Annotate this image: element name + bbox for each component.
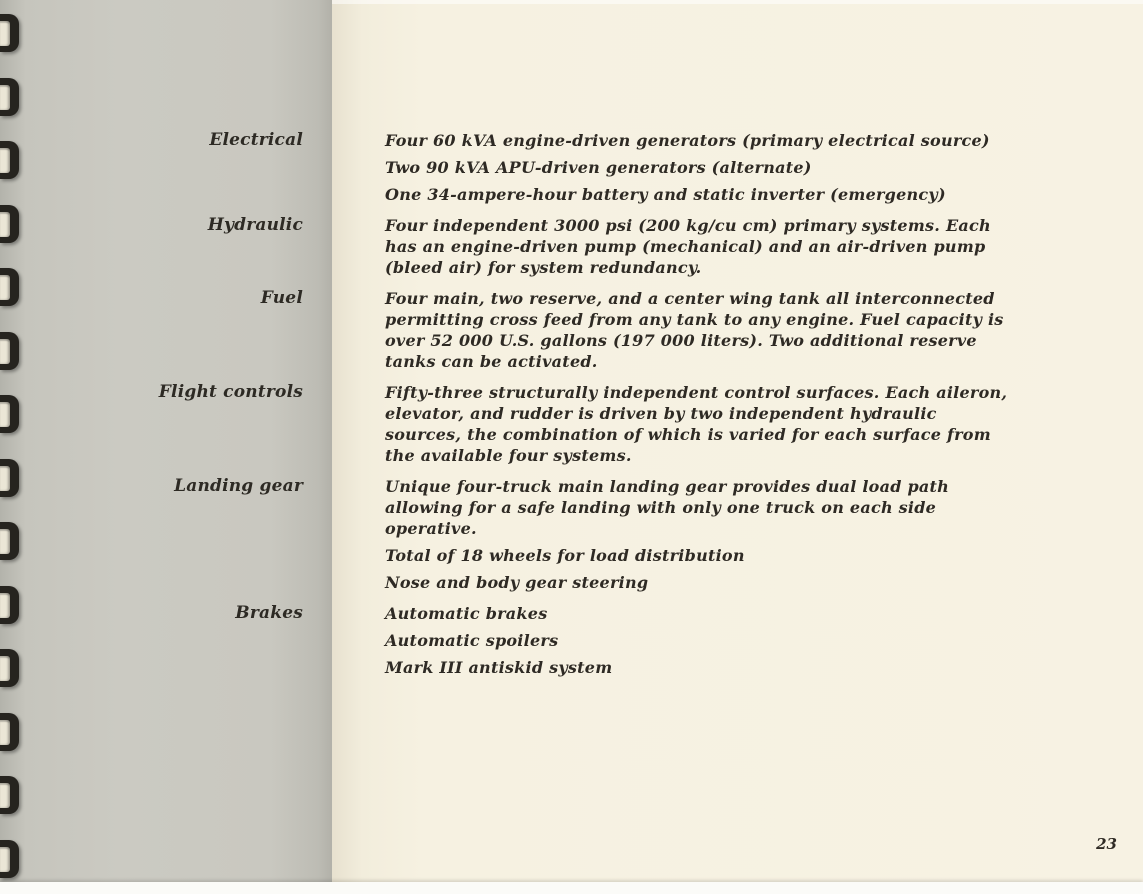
binding-ring-icon (0, 713, 24, 753)
binding-ring-icon (0, 776, 24, 816)
scan-bottom-edge (0, 882, 1143, 894)
spec-paragraph: Two 90 kVA APU-driven generators (alternate) (385, 158, 812, 177)
page-number: 23 (1096, 835, 1117, 853)
spec-paragraph: Mark III antiskid system (385, 658, 613, 677)
spec-paragraph: Fifty-three structurally independent control surfaces. Each aileron, elevator, and rudder is driven by two independent hydraulic sources, the combination of which is varied for each surface from the available four systems. (385, 383, 1008, 465)
section-body (385, 130, 1009, 205)
spec-section-electrical (0, 130, 1143, 205)
section-body (385, 288, 1009, 372)
spec-section-flight-controls (0, 382, 1143, 466)
spec-paragraph: Unique four-truck main landing gear provides dual load path allowing for a safe landing with only one truck on each side operative. (385, 477, 950, 538)
section-label: Landing gear (174, 476, 303, 496)
spec-paragraph: One 34-ampere-hour battery and static inverter (emergency) (385, 185, 946, 204)
spec-paragraph: Four independent 3000 psi (200 kg/cu cm) primary systems. Each has an engine-driven pump (mechanical) and an air-driven pump (bleed air) for system redundancy. (385, 216, 991, 277)
section-body (385, 476, 1009, 593)
section-label: Brakes (235, 603, 303, 623)
spec-paragraph: Nose and body gear steering (385, 573, 649, 592)
spec-paragraph: Four 60 kVA engine-driven generators (primary electrical source) (385, 131, 990, 150)
section-body (385, 215, 1009, 278)
spec-paragraph: Total of 18 wheels for load distribution (385, 546, 745, 565)
section-label: Fuel (260, 288, 303, 308)
spec-section-landing-gear (0, 476, 1143, 593)
binding-tab (0, 720, 10, 745)
spec-paragraph: Automatic spoilers (385, 631, 559, 650)
spec-section-brakes (0, 603, 1143, 678)
section-body (385, 603, 1009, 678)
section-body (385, 382, 1009, 466)
section-label: Flight controls (158, 382, 303, 402)
spec-paragraph: Automatic brakes (385, 604, 548, 623)
section-label: Hydraulic (207, 215, 303, 235)
spec-section-fuel (0, 288, 1143, 372)
binding-ring-icon (0, 840, 24, 880)
binding-tab (0, 847, 10, 872)
binding-tab (0, 783, 10, 808)
section-label: Electrical (209, 130, 303, 150)
spec-paragraph: Four main, two reserve, and a center wing tank all interconnected permitting cross feed from any tank to any engine. Fuel capacity is over 52 000 U.S. gallons (197 000 liters). Two additional reserve tanks can be activated. (385, 289, 1004, 371)
spec-section-hydraulic (0, 215, 1143, 278)
